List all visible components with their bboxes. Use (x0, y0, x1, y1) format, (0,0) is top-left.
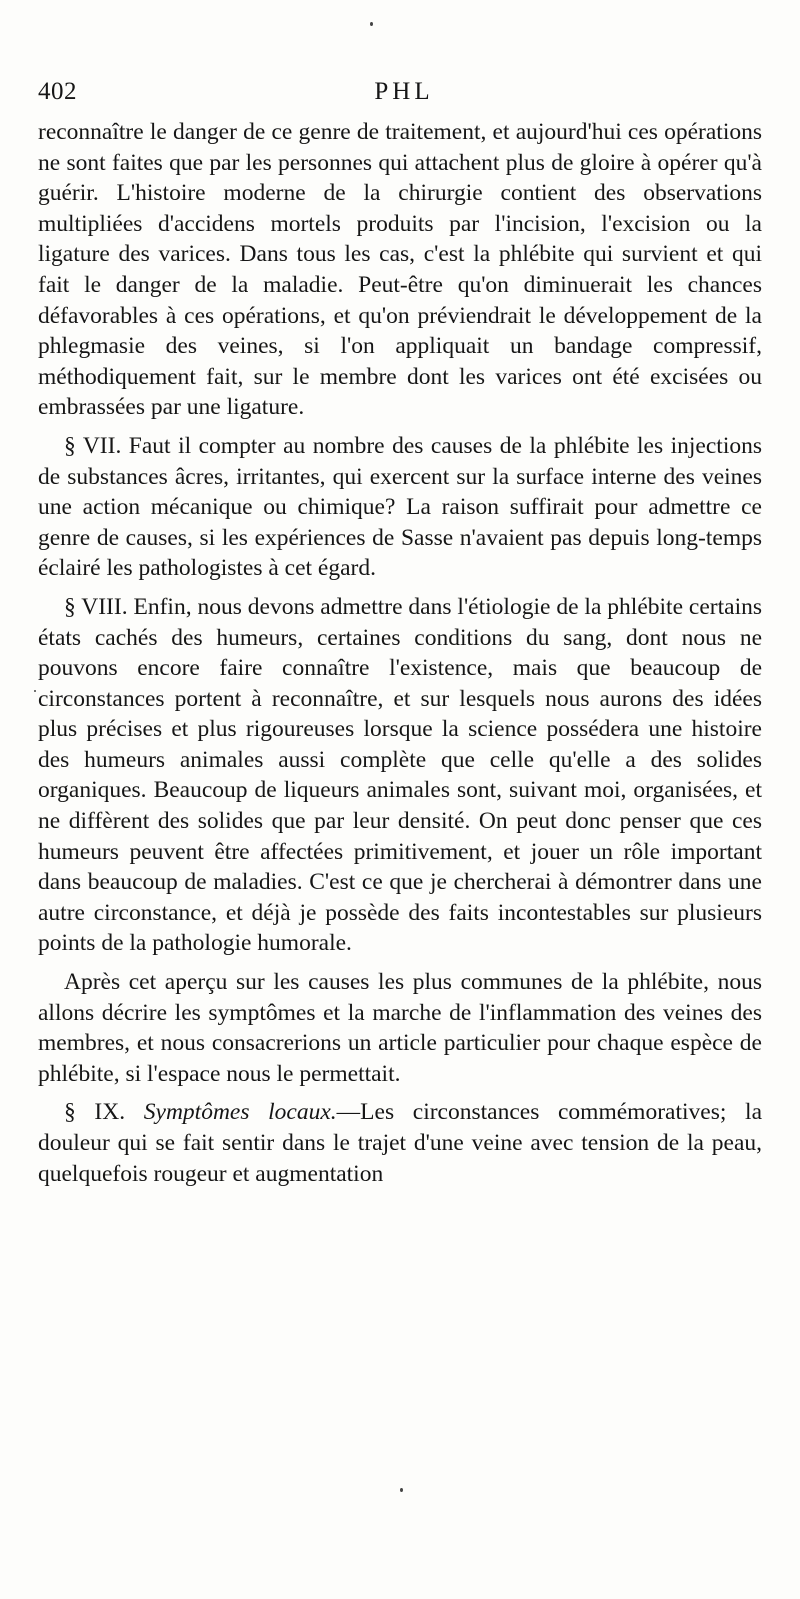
scan-speck (400, 1488, 403, 1492)
section-ix-heading: Symptômes locaux. (143, 1099, 337, 1126)
scan-speck (370, 22, 373, 26)
running-head: PHL (374, 78, 434, 105)
paragraph-section-vii: § VII. Faut il compter au nombre des causes de la phlébite les injections de substances âcres, irritantes, qui exercent sur la surface interne des veines une action mécanique ou chimique? La raison suffirait pour admettre ce genre de causes, si les expériences de Sasse n'avaient pas depuis long-temps éclairé les pathologistes à cet égard. (38, 432, 762, 582)
scan-speck (34, 690, 36, 692)
section-ix-text: —Les circonstances commémoratives; la douleur qui se fait sentir dans le trajet d'une veine avec tension de la peau, quelquefois rougeur et augmentation (38, 1099, 762, 1187)
paragraph-section-viii: § VIII. Enfin, nous devons admettre dans l'étiologie de la phlébite certains états cachés des humeurs, certaines conditions du sang, dont nous ne pouvons encore faire connaître l'existence, mais que beaucoup de circonstances portent à reconnaître, et sur lesquels nous aurons des idées plus précises et plus rigoureuses lorsque la science possédera une histoire des humeurs animales aussi complète que celle qu'elle a des solides organiques. Beaucoup de liqueurs animales sont, suivant moi, organisées, et ne diffèrent des solides que par leur densité. On peut donc penser que ces humeurs peuvent être affectées primitivement, et jouer un rôle important dans beaucoup de maladies. C'est ce que je chercherai à démontrer dans une autre circonstance, et déjà je possède des faits incontestables sur plusieurs points de la pathologie humorale. (38, 593, 762, 957)
paragraph-section-ix (38, 1097, 762, 1189)
body-text (38, 117, 762, 1189)
page-number: 402 (38, 78, 77, 105)
section-ix-number: § IX. (64, 1099, 126, 1126)
paragraph-apres: Après cet aperçu sur les causes les plus communes de la phlébite, nous allons décrire les symptômes et la marche de l'inflammation des veines des membres, et nous consacrerions un article particulier pour chaque espèce de phlébite, si l'espace nous le permettait. (38, 969, 762, 1087)
paragraph-continuation: reconnaître le danger de ce genre de traitement, et aujourd'hui ces opérations ne sont faites que par les personnes qui attachent plus de gloire à opérer qu'à guérir. L'histoire moderne de la chirurgie contient des observations multipliées d'accidens mortels produits par l'incision, l'excision ou la ligature des varices. Dans tous les cas, c'est la phlébite qui survient et qui fait le danger de la maladie. Peut-être qu'on diminuerait les chances défavorables à ces opérations, et qu'on préviendrait le développement de la phlegmasie des veines, si l'on appliquait un bandage compressif, méthodiquement fait, sur le membre dont les varices ont été excisées ou embrassées par une ligature. (38, 119, 762, 421)
page-header (38, 78, 760, 118)
